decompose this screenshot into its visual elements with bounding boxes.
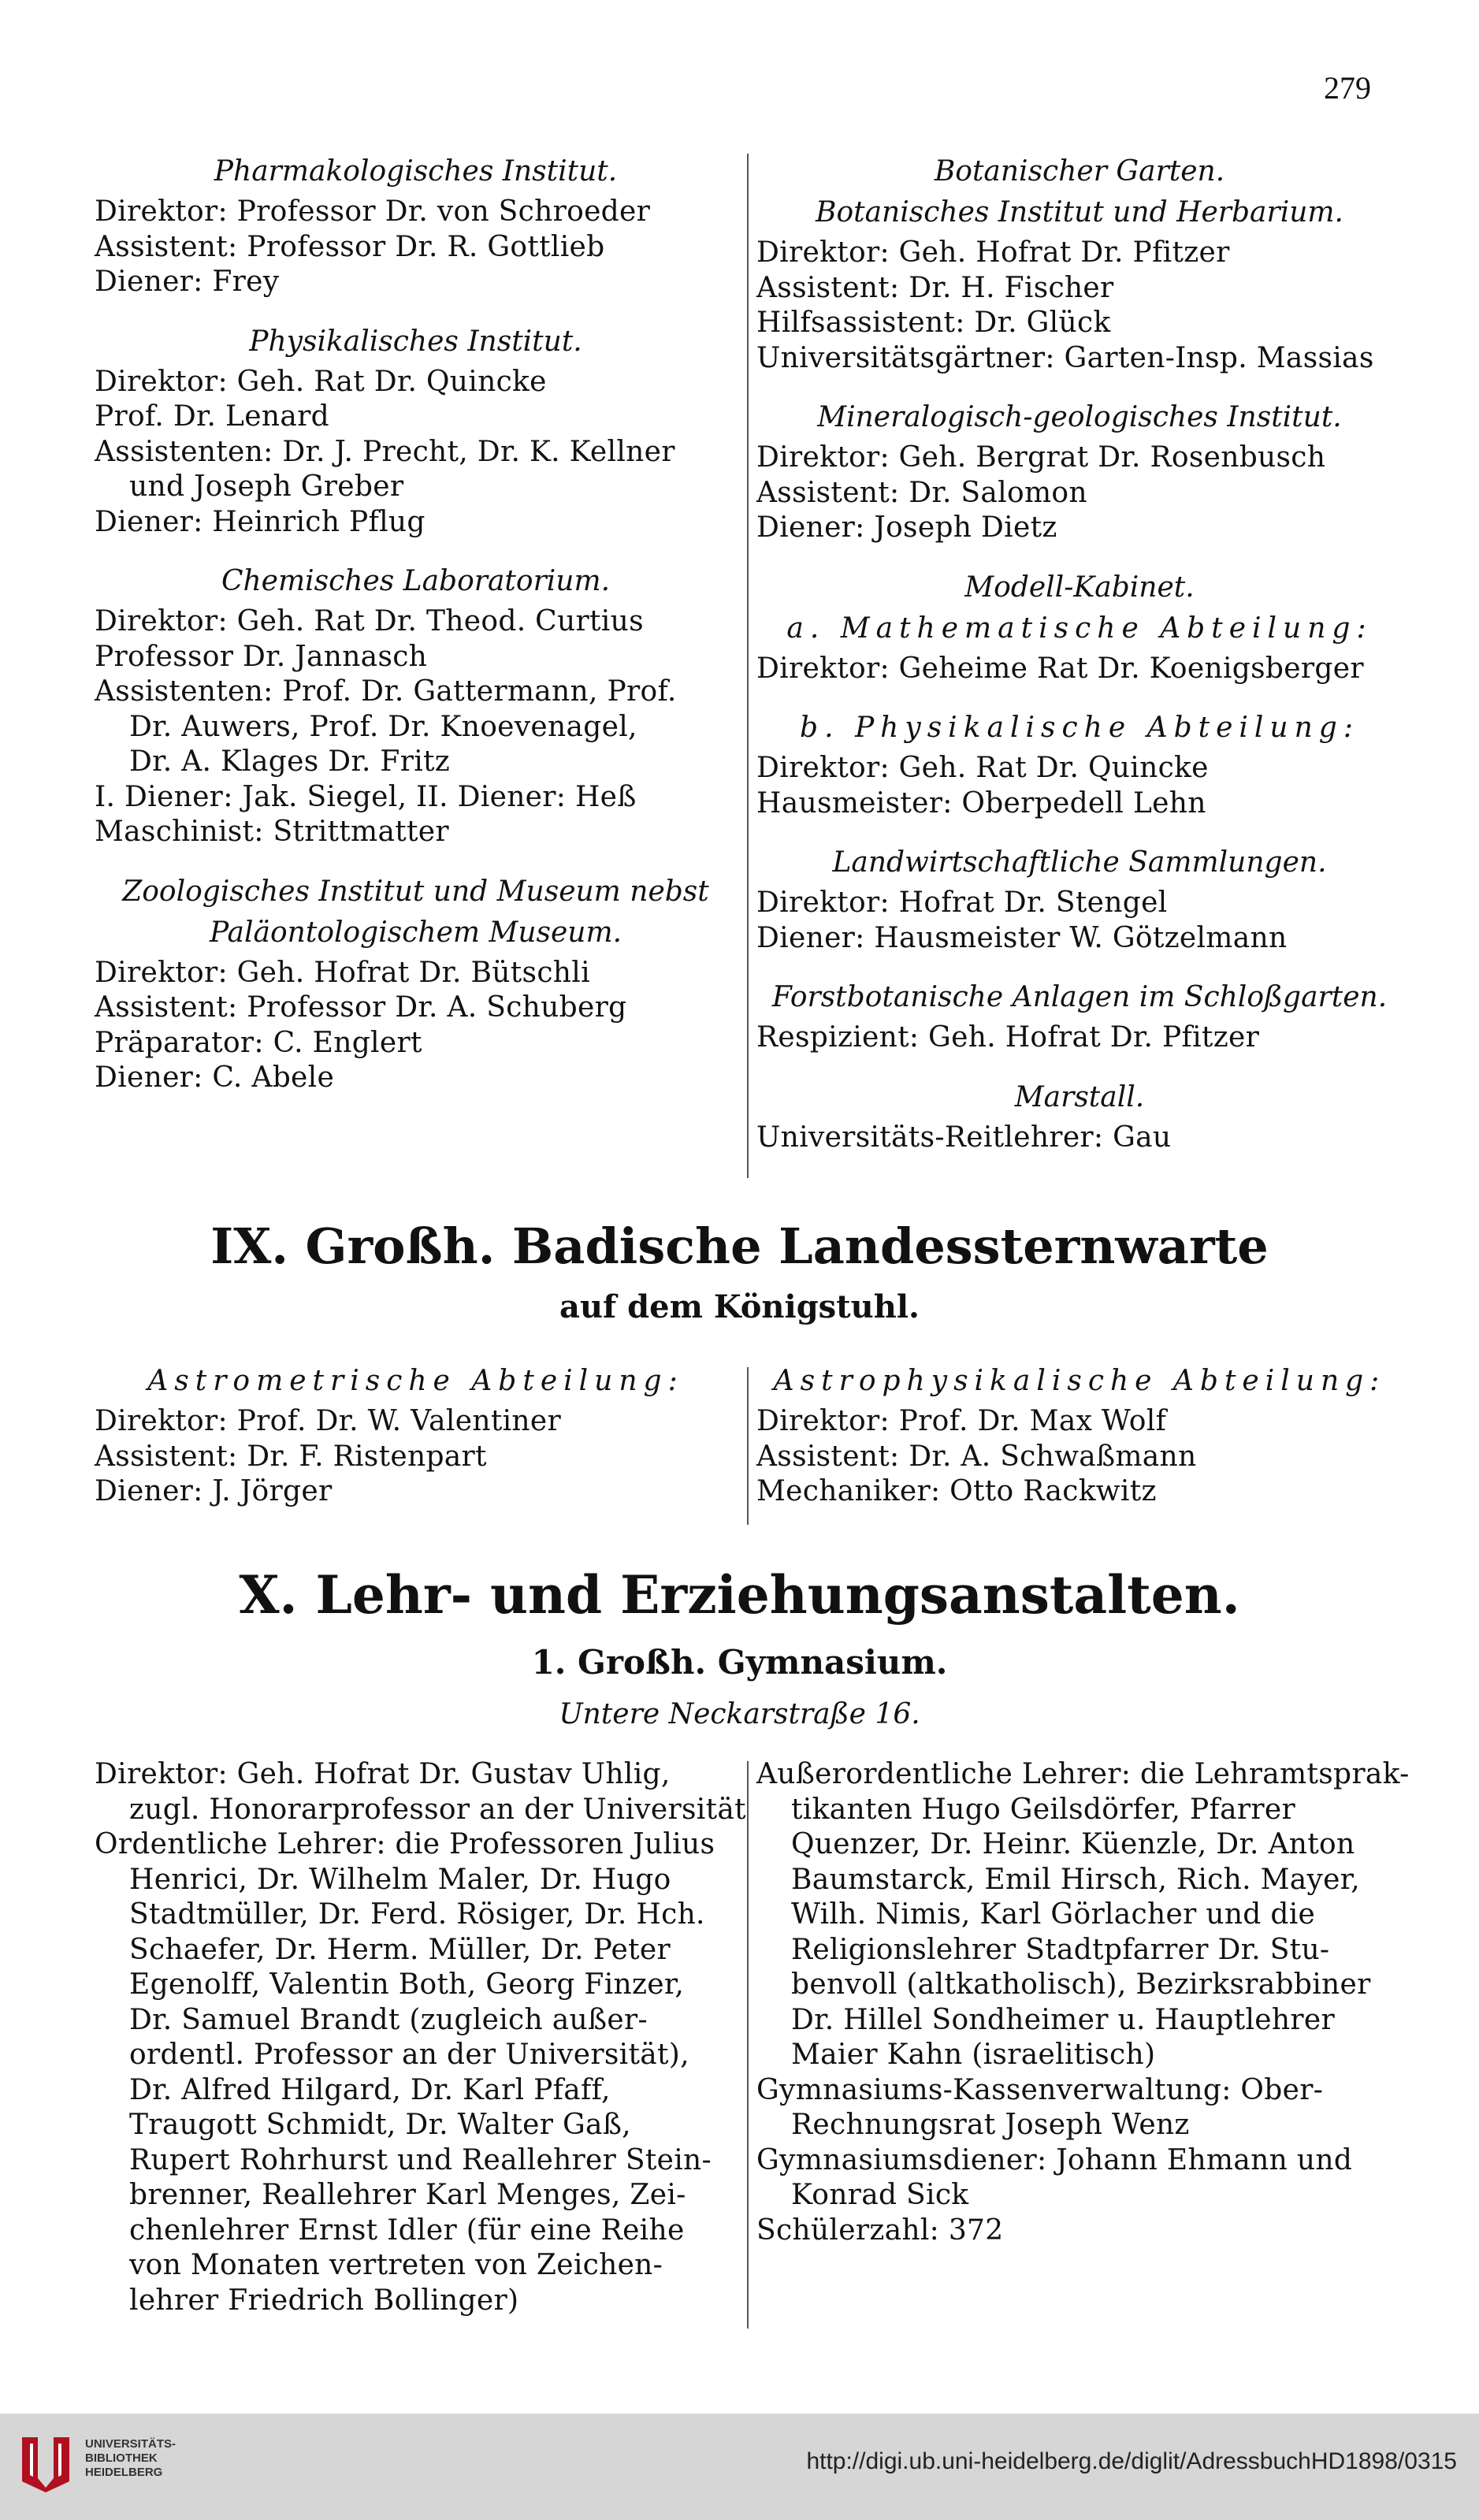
entry-line: Direktor: Geh. Hofrat Dr. Pfitzer (756, 236, 1230, 269)
section-heading: Landwirtschaftliche Sammlungen. (832, 846, 1327, 879)
section-heading: Zoologisches Institut und Museum nebst (122, 875, 709, 908)
upper-left-column (95, 154, 737, 1096)
entry-line: Konrad Sick (791, 2179, 969, 2211)
entry-line: Maier Kahn (israelitisch) (791, 2039, 1156, 2071)
entry-line: Direktor: Geh. Bergrat Dr. Rosenbusch (756, 441, 1326, 474)
logo-line-2: BIBLIOTHEK (85, 2451, 158, 2465)
section-10-title: X. Lehr- und Erziehungsanstalten. (239, 1564, 1240, 1626)
entry-line: Dr. Samuel Brandt (zugleich außer- (129, 2003, 648, 2036)
entry-line: Direktor: Geheime Rat Dr. Koenigsberger (756, 652, 1364, 685)
section-heading: Physikalisches Institut. (249, 325, 582, 358)
entry-line: Baumstarck, Emil Hirsch, Rich. Mayer, (791, 1863, 1361, 1896)
section-heading: Pharmakologisches Institut. (214, 155, 618, 188)
column-divider-section-9 (747, 1367, 749, 1525)
footer-bar (0, 2414, 1479, 2520)
library-logo-text (85, 2437, 176, 2480)
section-heading: Chemisches Laboratorium. (221, 565, 611, 597)
entry-line: Traugott Schmidt, Dr. Walter Gaß, (129, 2109, 631, 2141)
entry-line: Dr. Hillel Sondheimer u. Hauptlehrer (791, 2003, 1336, 2036)
section-heading: Astrometrische Abteilung: (147, 1365, 684, 1397)
section-9-subtitle: auf dem Königstuhl. (559, 1288, 920, 1325)
entry-line: Dr. Auwers, Prof. Dr. Knoevenagel, (129, 710, 637, 743)
section-heading: Forstbotanische Anlagen im Schloßgarten. (771, 981, 1388, 1013)
entry-line: Diener: Hausmeister W. Götzelmann (756, 921, 1288, 954)
entry-line: Dr. A. Klages Dr. Fritz (129, 745, 451, 778)
entry-line: Schaefer, Dr. Herm. Müller, Dr. Peter (129, 1933, 671, 1966)
section-heading: Marstall. (1014, 1080, 1145, 1113)
entry-line: Direktor: Geh. Hofrat Dr. Gustav Uhlig, (95, 1758, 671, 1790)
column-divider-upper (747, 154, 749, 1178)
library-logo[interactable] (16, 2431, 197, 2503)
entry-line: Direktor: Geh. Rat Dr. Theod. Curtius (95, 605, 644, 637)
entry-line: Mechaniker: Otto Rackwitz (756, 1475, 1157, 1507)
entry-line: Assistent: Dr. F. Ristenpart (95, 1440, 487, 1473)
gymnasium-left-column (95, 1757, 746, 2318)
entry-line: Rupert Rohrhurst und Reallehrer Stein- (129, 2143, 712, 2176)
entry-line: Universitätsgärtner: Garten-Insp. Massias (756, 341, 1374, 374)
upper-right-column (756, 154, 1403, 1155)
logo-line-3: HEIDELBERG (85, 2466, 163, 2479)
entry-line: Stadtmüller, Dr. Ferd. Rösiger, Dr. Hch. (129, 1898, 705, 1931)
entry-line: ordentl. Professor an der Universität), (129, 2039, 689, 2071)
entry-line: Dr. Alfred Hilgard, Dr. Karl Pfaff, (129, 2073, 611, 2106)
entry-line: Direktor: Professor Dr. von Schroeder (95, 195, 651, 228)
entry-line: Prof. Dr. Lenard (95, 400, 329, 433)
entry-line: Universitäts-Reitlehrer: Gau (756, 1121, 1172, 1154)
entry-line: Direktor: Prof. Dr. Max Wolf (756, 1405, 1167, 1437)
entry-line: benvoll (altkatholisch), Bezirksrabbiner (791, 1968, 1371, 2001)
entry-line: Direktor: Geh. Rat Dr. Quincke (95, 365, 547, 398)
entry-line: Henrici, Dr. Wilhelm Maler, Dr. Hugo (129, 1863, 671, 1896)
section-heading: Mineralogisch-geologisches Institut. (817, 401, 1342, 433)
entry-line: Diener: Frey (95, 266, 280, 298)
library-logo-icon (16, 2431, 76, 2494)
entry-line: Diener: Heinrich Pflug (95, 505, 425, 538)
entry-line: Diener: Joseph Dietz (756, 511, 1057, 544)
gymnasium-right-column (756, 1757, 1410, 2248)
entry-line: Direktor: Hofrat Dr. Stengel (756, 886, 1168, 919)
page-number: 279 (1324, 70, 1371, 106)
logo-line-1: UNIVERSITÄTS- (85, 2437, 177, 2451)
astrophysical-column (756, 1363, 1403, 1510)
entry-line: Diener: J. Jörger (95, 1475, 333, 1507)
entry-line: Assistent: Professor Dr. R. Gottlieb (95, 230, 605, 263)
entry-line: Präparator: C. Englert (95, 1026, 422, 1059)
entry-line: Schülerzahl: 372 (756, 2213, 1004, 2247)
entry-line: Hilfsassistent: Dr. Glück (756, 307, 1111, 339)
entry-line: Egenolff, Valentin Both, Georg Finzer, (129, 1968, 685, 2001)
entry-line: Maschinist: Strittmatter (95, 816, 449, 848)
entry-line: Diener: C. Abele (95, 1061, 335, 1094)
entry-line: Quenzer, Dr. Heinr. Küenzle, Dr. Anton (791, 1828, 1355, 1860)
section-heading: Botanisches Institut und Herbarium. (816, 196, 1343, 229)
entry-line: Rechnungsrat Joseph Wenz (791, 2109, 1190, 2141)
column-divider-section-10 (747, 1761, 749, 2329)
entry-line: Assistent: Dr. A. Schwaßmann (756, 1440, 1197, 1473)
entry-line: von Monaten vertreten von Zeichen- (129, 2249, 663, 2281)
entry-line: Assistenten: Dr. J. Precht, Dr. K. Kellner (95, 435, 675, 468)
entry-line: Assistent: Dr. H. Fischer (756, 271, 1114, 304)
section-heading: Botanischer Garten. (934, 155, 1225, 188)
entry-line: und Joseph Greber (129, 470, 404, 503)
gymnasium-address: Untere Neckarstraße 16. (559, 1698, 920, 1730)
section-heading: a. Mathematische Abteilung: (786, 611, 1373, 645)
entry-line: Direktor: Geh. Rat Dr. Quincke (756, 752, 1209, 784)
entry-line: Assistent: Dr. Salomon (756, 476, 1087, 509)
entry-line: Wilh. Nimis, Karl Görlacher und die (791, 1898, 1316, 1931)
entry-line: zugl. Honorarprofessor an der Universität (129, 1793, 746, 1826)
entry-line: chenlehrer Ernst Idler (für eine Reihe (129, 2213, 685, 2247)
astrometric-column (95, 1363, 737, 1510)
section-heading: Modell-Kabinet. (964, 571, 1195, 604)
entry-line: I. Diener: Jak. Siegel, II. Diener: Heß (95, 780, 637, 813)
entry-line: Professor Dr. Jannasch (95, 640, 428, 673)
source-url-link[interactable]: http://digi.ub.uni-heidelberg.de/diglit/AdressbuchHD1898/0315 (806, 2448, 1457, 2474)
entry-line: Direktor: Prof. Dr. W. Valentiner (95, 1405, 561, 1437)
entry-line: Außerordentliche Lehrer: die Lehramtsprak- (756, 1758, 1410, 1790)
entry-line: lehrer Friedrich Bollinger) (129, 2284, 519, 2317)
section-heading: Astrophysikalische Abteilung: (773, 1365, 1386, 1397)
entry-line: tikanten Hugo Geilsdörfer, Pfarrer (791, 1793, 1295, 1826)
entry-line: Ordentliche Lehrer: die Professoren Julius (95, 1828, 715, 1860)
entry-line: Assistent: Professor Dr. A. Schuberg (95, 991, 627, 1024)
entry-line: Assistenten: Prof. Dr. Gattermann, Prof. (95, 675, 677, 708)
entry-line: Respizient: Geh. Hofrat Dr. Pfitzer (756, 1021, 1260, 1054)
entry-line: brenner, Reallehrer Karl Menges, Zei- (129, 2179, 686, 2211)
section-9-title: IX. Großh. Badische Landessternwarte (210, 1217, 1269, 1275)
entry-line: Religionslehrer Stadtpfarrer Dr. Stu- (791, 1933, 1330, 1966)
section-heading: b. Physikalische Abteilung: (800, 712, 1359, 744)
entry-line: Hausmeister: Oberpedell Lehn (756, 786, 1206, 820)
entry-line: Direktor: Geh. Hofrat Dr. Bütschli (95, 956, 590, 989)
section-10-subtitle: 1. Großh. Gymnasium. (531, 1643, 948, 1682)
entry-line: Gymnasiumsdiener: Johann Ehmann und (756, 2143, 1353, 2176)
entry-line: Gymnasiums-Kassenverwaltung: Ober- (756, 2073, 1324, 2106)
section-heading: Paläontologischem Museum. (209, 916, 622, 949)
